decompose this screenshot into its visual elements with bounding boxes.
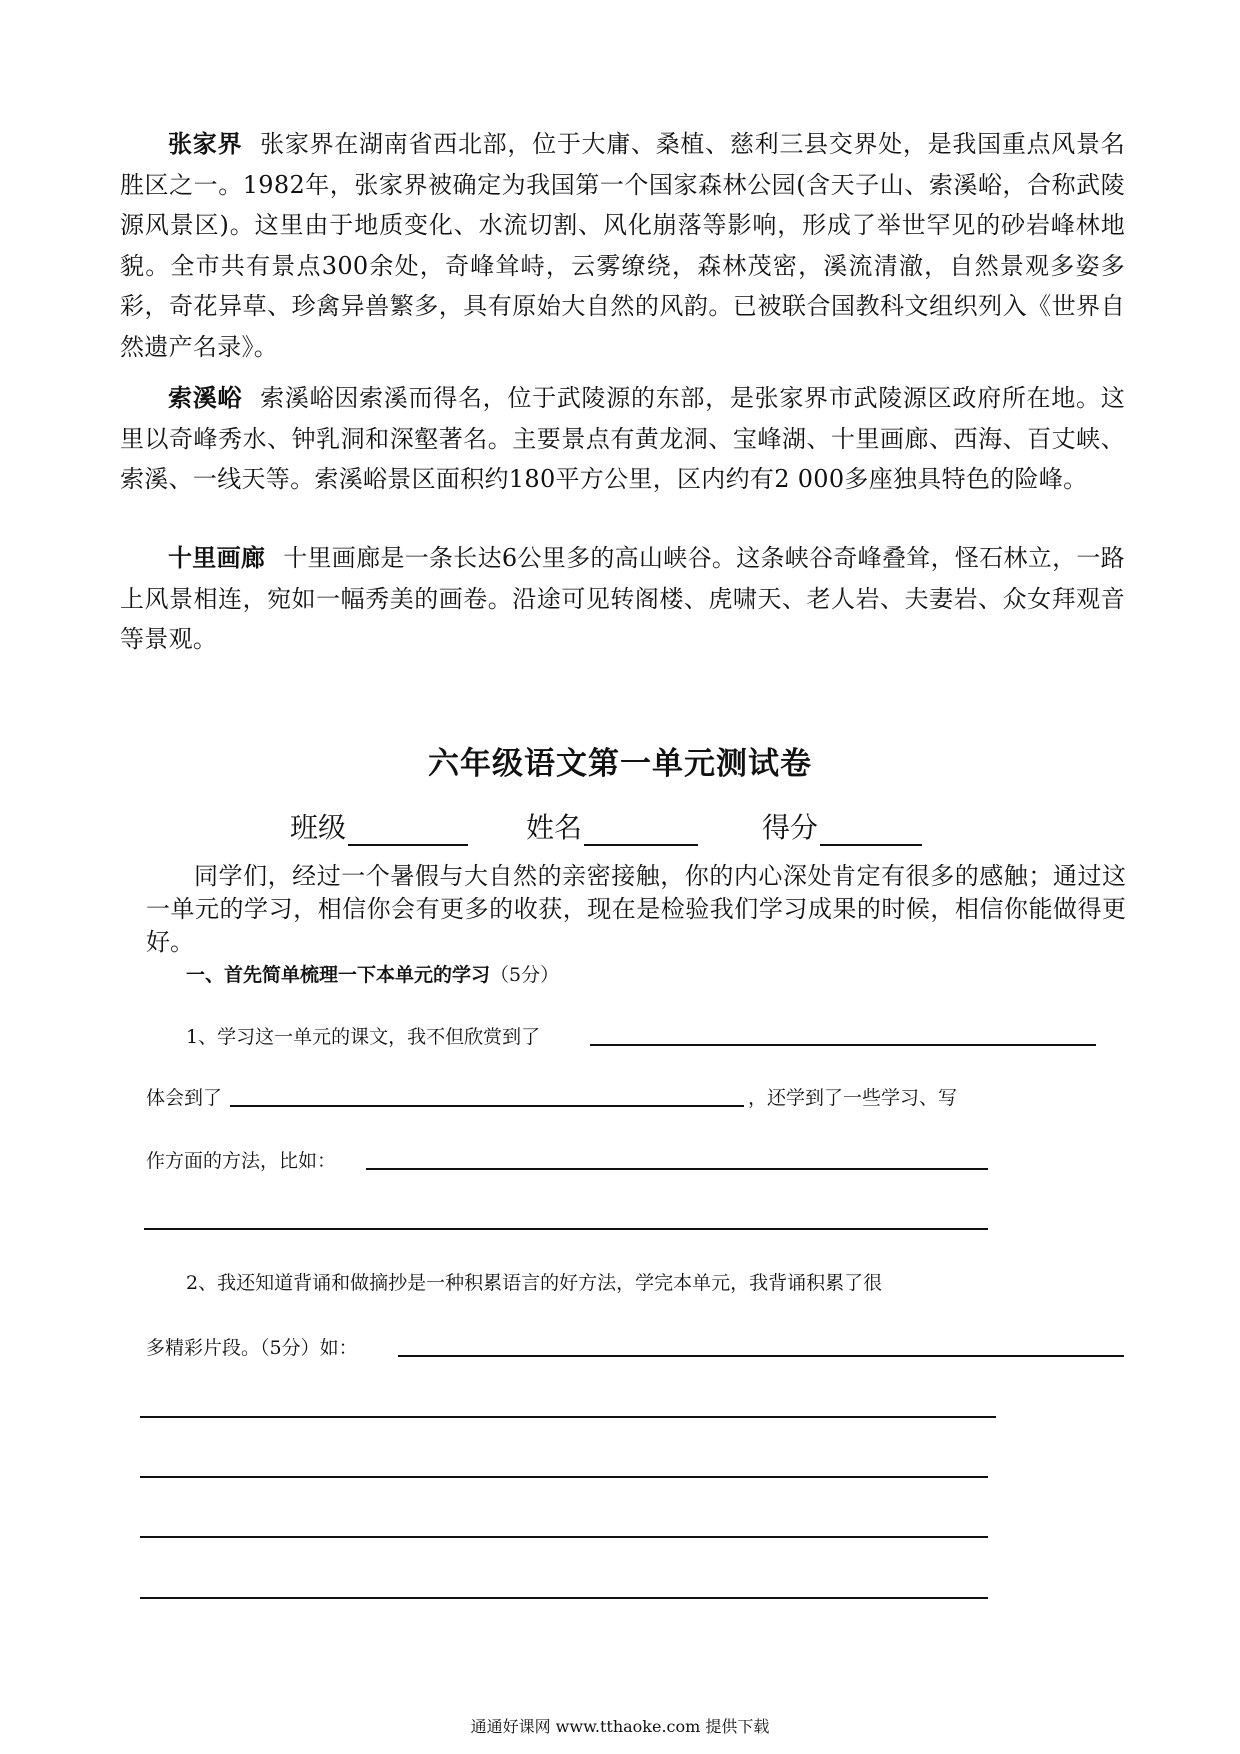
class-field bbox=[290, 806, 468, 846]
q1-line2-end-text: ，还学到了一些学习、写 bbox=[748, 1087, 958, 1109]
section-1-points: （5分） bbox=[490, 964, 560, 986]
passage-zhangjiajie bbox=[120, 124, 1125, 367]
class-blank[interactable] bbox=[348, 814, 468, 846]
q2-answer-line-5[interactable] bbox=[140, 1597, 988, 1599]
student-info-row bbox=[0, 806, 1240, 846]
q2-line1-text: 2、我还知道背诵和做摘抄是一种积累语言的好方法，学完本单元，我背诵积累了很 bbox=[186, 1272, 883, 1294]
passage-term: 十里画廊 bbox=[168, 543, 266, 572]
passage-term: 索溪峪 bbox=[168, 383, 243, 412]
score-blank[interactable] bbox=[820, 814, 922, 846]
q1-answer-line-3[interactable] bbox=[366, 1168, 988, 1170]
page-footer: 通通好课网 www.tthaoke.com 提供下载 bbox=[470, 1717, 770, 1736]
q1-line3-text: 作方面的方法，比如： bbox=[146, 1150, 337, 1172]
q1-line1-text: 1、学习这一单元的课文，我不但欣赏到了 bbox=[186, 1026, 541, 1048]
intro-paragraph: 同学们，经过一个暑假与大自然的亲密接触，你的内心深处肯定有很多的感触；通过这一单元的学习，相信你会有更多的收获，现在是检验我们学习成果的时候，相信你能做得更好。 bbox=[146, 862, 1126, 956]
q2-answer-line-1[interactable] bbox=[398, 1355, 1124, 1357]
passage-text: 十里画廊是一条长达6公里多的高山峡谷。这条峡谷奇峰叠耸，怪石林立，一路上风景相连，宛如一幅秀美的画卷。沿途可见转阁楼、虎啸天、老人岩、夫妻岩、众女拜观音等景观。 bbox=[120, 544, 1125, 653]
q2-answer-line-2[interactable] bbox=[140, 1416, 996, 1418]
section-1-title: 一、首先简单梳理一下本单元的学习 bbox=[186, 964, 491, 986]
q1-answer-line-4[interactable] bbox=[144, 1228, 988, 1230]
class-label: 班级 bbox=[290, 811, 347, 844]
score-field bbox=[762, 806, 922, 846]
section-1-heading bbox=[186, 960, 559, 987]
passage-shili-gallery bbox=[120, 538, 1125, 660]
name-field bbox=[526, 806, 698, 846]
passage-suoxiyu bbox=[120, 378, 1125, 500]
q2-answer-line-3[interactable] bbox=[140, 1476, 988, 1478]
q2-line2-text: 多精彩片段。（5分）如： bbox=[146, 1337, 358, 1359]
q1-answer-line-1[interactable] bbox=[590, 1044, 1096, 1046]
q1-answer-line-2[interactable] bbox=[230, 1105, 744, 1107]
q1-line2-start-text: 体会到了 bbox=[146, 1087, 223, 1109]
q2-answer-line-4[interactable] bbox=[140, 1536, 988, 1538]
passage-term: 张家界 bbox=[168, 129, 243, 158]
name-label: 姓名 bbox=[526, 811, 583, 844]
score-label: 得分 bbox=[762, 811, 819, 844]
test-title: 六年级语文第一单元测试卷 bbox=[428, 746, 812, 782]
passage-text: 张家界在湖南省西北部，位于大庸、桑植、慈利三县交界处，是我国重点风景名胜区之一。1982年，张家界被确定为我国第一个国家森林公园(含天子山、索溪峪，合称武陵源风景区)。这里由于地质变化、水流切割、风化崩落等影响，形成了举世罕见的砂岩峰林地貌。全市共有景点300余处，奇峰耸峙，云雾缭绕，森林茂密，溪流清澈，自然景观多姿多彩，奇花异草、珍禽异兽繁多，具有原始大自然的风韵。已被联合国教科文组织列入《世界自然遗产名录》。 bbox=[120, 130, 1125, 361]
passage-text: 索溪峪因索溪而得名，位于武陵源的东部，是张家界市武陵源区政府所在地。这里以奇峰秀水、钟乳洞和深壑著名。主要景点有黄龙洞、宝峰湖、十里画廊、西海、百丈峡、索溪、一线天等。索溪峪景区面积约180平方公里，区内约有2 000多座独具特色的险峰。 bbox=[120, 384, 1125, 493]
name-blank[interactable] bbox=[584, 814, 698, 846]
